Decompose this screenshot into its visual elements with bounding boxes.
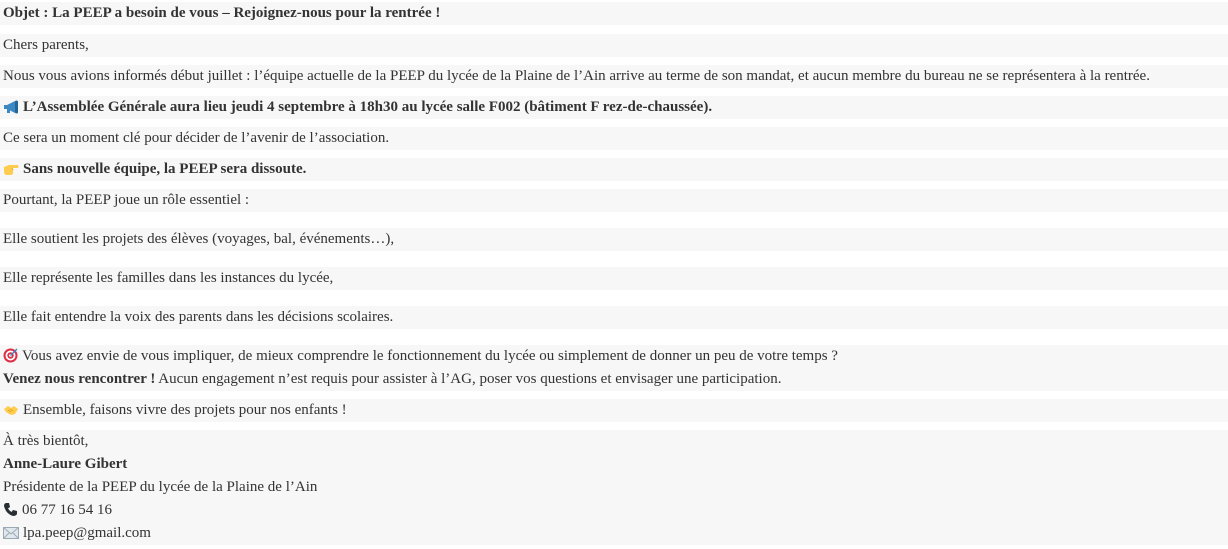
- together-text: Ensemble, faisons vivre des projets pour nos enfants !: [23, 402, 347, 418]
- assembly-text: L’Assemblée Générale aura lieu jeudi 4 septembre à 18h30 au lycée salle F002 (bâtiment F rez-de-chaussée).: [23, 99, 713, 115]
- invitation-question: Vous avez envie de vous impliquer, de mieux comprendre le fonctionnement du lycée ou simplement de donner un peu de votre temps ?: [22, 348, 838, 364]
- megaphone-icon: [3, 100, 19, 114]
- list-item: [0, 267, 1228, 290]
- greeting: [0, 34, 1228, 57]
- signature-name: Anne-Laure Gibert: [3, 456, 128, 472]
- role-intro-paragraph: [0, 189, 1228, 212]
- assembly-paragraph: [0, 96, 1228, 119]
- role-item-text: Elle fait entendre la voix des parents dans les décisions scolaires.: [3, 309, 394, 325]
- greeting-text: Chers parents,: [3, 37, 89, 53]
- signature-email[interactable]: lpa.peep@gmail.com: [23, 525, 151, 541]
- list-item: [0, 306, 1228, 329]
- signature-phone: 06 77 16 54 16: [22, 502, 112, 518]
- list-item: [0, 228, 1228, 251]
- phone-icon: [3, 502, 18, 517]
- envelope-icon: [3, 527, 19, 539]
- handshake-icon: [3, 404, 19, 416]
- email-subject: [0, 2, 1228, 25]
- warning-text: Sans nouvelle équipe, la PEEP sera dissoute.: [23, 161, 307, 177]
- key-moment-text: Ce sera un moment clé pour décider de l’avenir de l’association.: [3, 130, 390, 146]
- role-intro-text: Pourtant, la PEEP joue un rôle essentiel :: [3, 192, 250, 208]
- role-item-text: Elle soutient les projets des élèves (voyages, bal, événements…),: [3, 231, 395, 247]
- signature-title: Présidente de la PEEP du lycée de la Plaine de l’Ain: [3, 479, 318, 495]
- invitation-cta-rest: Aucun engagement n’est requis pour assister à l’AG, poser vos questions et envisager une participation.: [155, 371, 782, 387]
- pointing-hand-icon: [3, 162, 19, 176]
- subject-text: Objet : La PEEP a besoin de vous – Rejoignez-nous pour la rentrée !: [3, 5, 441, 21]
- role-item-text: Elle représente les familles dans les instances du lycée,: [3, 270, 334, 286]
- warning-paragraph: [0, 158, 1228, 181]
- invitation-paragraph: [0, 345, 1228, 391]
- key-moment-paragraph: [0, 127, 1228, 150]
- invitation-cta-bold: Venez nous rencontrer !: [3, 371, 156, 387]
- signature-block: [0, 430, 1228, 545]
- signature-closing: À très bientôt,: [3, 433, 89, 449]
- intro-text: Nous vous avions informés début juillet : l’équipe actuelle de la PEEP du lycée de la Plaine de l’Ain arrive au terme de son mandat, et aucun membre du bureau ne se représentera à la rentrée.: [3, 68, 1150, 84]
- intro-paragraph: [0, 65, 1228, 88]
- target-icon: [3, 348, 18, 363]
- together-paragraph: [0, 399, 1228, 422]
